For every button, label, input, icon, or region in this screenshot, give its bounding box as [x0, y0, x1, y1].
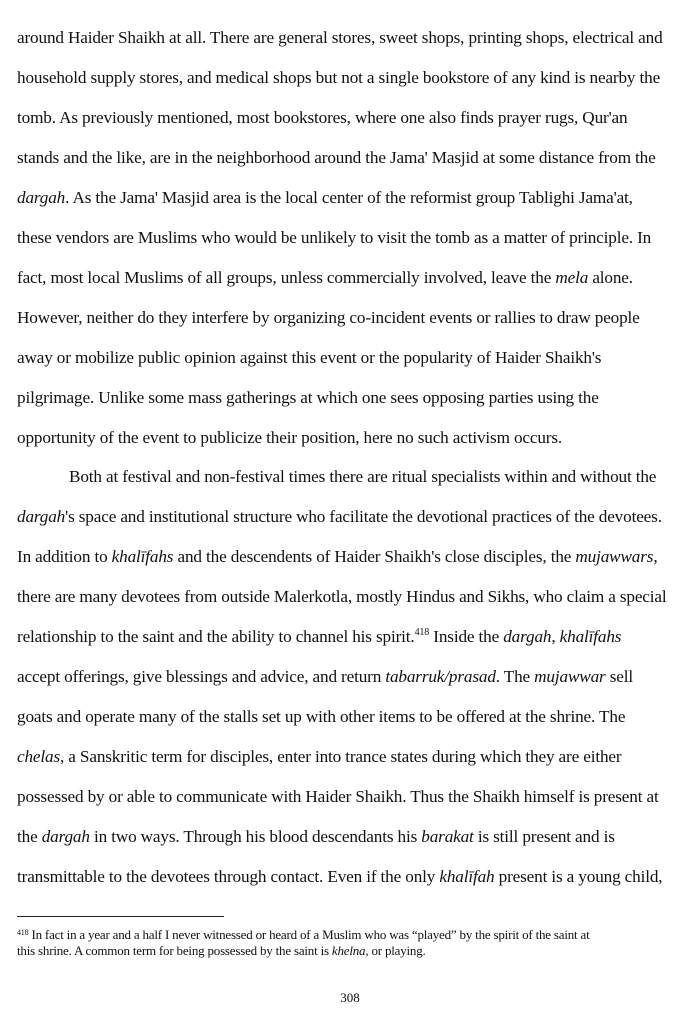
- body-text-line: [17, 827, 615, 847]
- text-run: accept offerings, give blessings and advice, and return: [17, 667, 386, 687]
- italic-term: khalīfahs: [111, 547, 174, 567]
- italic-term: barakat: [421, 827, 474, 846]
- body-text-line: [17, 148, 656, 168]
- body-text-line: [17, 667, 633, 687]
- body-text-line: [17, 507, 662, 527]
- italic-term: khelna: [331, 943, 366, 958]
- body-text-line: [69, 467, 656, 487]
- italic-term: dargah: [17, 187, 66, 207]
- footnote-text-line: [17, 927, 590, 942]
- body-text-line: [17, 787, 659, 807]
- text-run: fact, most local Muslims of all groups, unless commercially involved, leave the: [17, 267, 556, 287]
- body-text-line: [17, 587, 667, 607]
- italic-term: khalīfah: [439, 866, 495, 886]
- body-text-line: [17, 547, 657, 567]
- body-text-line: [17, 747, 621, 767]
- italic-term: mujawwars: [575, 547, 654, 567]
- text-run: 's space and institutional structure who facilitate the devotional practices of the devotees.: [65, 507, 662, 527]
- body-text-line: [17, 68, 660, 88]
- footnote-reference: 418: [17, 928, 29, 937]
- text-run: Both at festival and non-festival times there are ritual specialists within and without the: [69, 467, 657, 487]
- text-run: sell: [605, 667, 633, 687]
- text-run: the: [17, 827, 42, 846]
- text-run: ,: [551, 627, 560, 647]
- text-run: this shrine. A common term for being possessed by the saint is: [17, 943, 332, 958]
- text-run: . The: [495, 667, 535, 687]
- text-run: in two ways. Through his blood descendants his: [89, 827, 422, 846]
- text-run: . As the Jama' Masjid area is the local center of the reformist group Tablighi Jama'at,: [65, 187, 633, 207]
- text-run: possessed by or able to communicate with Haider Shaikh. Thus the Shaikh himself is present at: [17, 787, 659, 807]
- footnote-separator: [17, 916, 224, 917]
- text-run: is still present and is: [473, 827, 615, 846]
- text-run: around Haider Shaikh at all. There are general stores, sweet shops, printing shops, electrical and: [17, 28, 663, 47]
- body-text-line: [17, 867, 662, 887]
- italic-term: chelas: [17, 747, 61, 767]
- text-run: In addition to: [17, 547, 112, 567]
- text-run: tomb. As previously mentioned, most bookstores, where one also finds prayer rugs, Qur'an: [17, 107, 628, 127]
- text-run: relationship to the saint and the ability to channel his spirit.: [17, 627, 415, 647]
- text-run: and the descendents of Haider Shaikh's close disciples, the: [173, 547, 576, 567]
- italic-term: dargah: [41, 827, 90, 846]
- italic-term: mujawwar: [534, 667, 606, 687]
- italic-term: dargah: [503, 627, 552, 647]
- text-run: opportunity of the event to publicize their position, here no such activism occurs.: [17, 427, 563, 447]
- text-run: In fact in a year and a half I never witnessed or heard of a Muslim who was “played” by the spirit of the saint at: [28, 927, 590, 942]
- text-run: away or mobilize public opinion against this event or the popularity of Haider Shaikh's: [17, 347, 602, 367]
- text-run: there are many devotees from outside Malerkotla, mostly Hindus and Sikhs, who claim a special: [17, 587, 667, 607]
- text-run: present is a young child,: [494, 866, 663, 886]
- text-run: Inside the: [429, 627, 504, 647]
- italic-term: tabarruk/prasad: [385, 667, 496, 687]
- text-run: household supply stores, and medical shops but not a single bookstore of any kind is nearby the: [17, 67, 661, 87]
- body-text-line: [17, 707, 625, 727]
- page-number: 308: [340, 990, 360, 1005]
- text-run: , or playing.: [365, 943, 426, 958]
- footnote-reference: 418: [414, 627, 430, 639]
- body-text-line: [17, 228, 651, 248]
- body-text-line: [17, 388, 599, 408]
- italic-term: khalīfahs: [559, 627, 622, 647]
- body-text-line: [17, 108, 627, 128]
- body-text-line: [17, 268, 633, 288]
- body-text-line: [17, 348, 601, 368]
- text-run: However, neither do they interfere by organizing co-incident events or rallies to draw people: [17, 307, 640, 327]
- body-text-line: [17, 627, 621, 647]
- footnote-text-line: [17, 943, 426, 958]
- text-run: , a Sanskritic term for disciples, enter into trance states during which they are either: [60, 747, 622, 767]
- body-text-line: [17, 28, 663, 48]
- text-run: these vendors are Muslims who would be unlikely to visit the tomb as a matter of principle. In: [17, 227, 652, 247]
- italic-term: mela: [555, 267, 589, 287]
- text-run: stands and the like, are in the neighborhood around the Jama' Masjid at some distance from the: [17, 147, 656, 167]
- text-run: goats and operate many of the stalls set up with other items to be offered at the shrine. The: [17, 707, 626, 727]
- body-text-line: [17, 308, 640, 328]
- body-text-line: [17, 428, 562, 448]
- italic-term: dargah: [17, 507, 66, 527]
- text-run: ,: [653, 547, 658, 567]
- text-run: transmittable to the devotees through contact. Even if the only: [17, 866, 440, 886]
- text-run: alone.: [588, 267, 633, 287]
- text-run: pilgrimage. Unlike some mass gatherings at which one sees opposing parties using the: [17, 387, 599, 407]
- body-text-line: [17, 188, 633, 208]
